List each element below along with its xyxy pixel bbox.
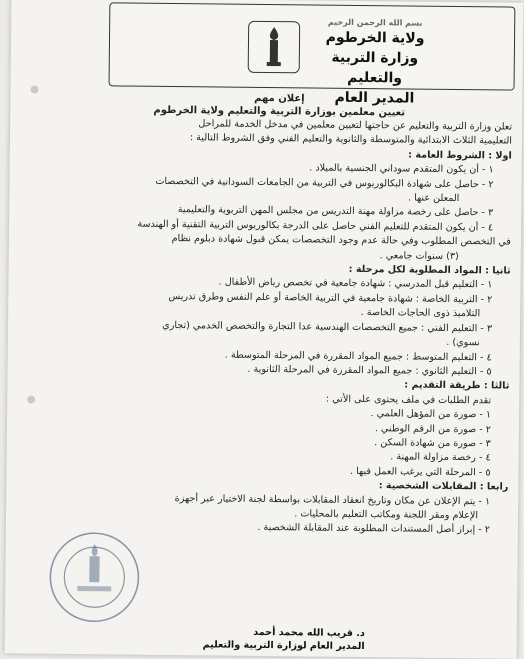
office-name: المدير العام	[304, 87, 444, 108]
list-item: الإعلام ومقر اللجنة ومكاتب التعليم بالمحليات .	[42, 505, 508, 524]
intro-line: التعليمية الثلاث الابتدائية والمتوسطة والثانوية والتعليم الفني وفق الشروط التالية :	[46, 130, 512, 149]
list-item: ٢ - صورة من الرقم الوطني .	[43, 418, 509, 437]
signatory-name: د. قريب الله محمد أحمد	[65, 624, 365, 640]
list-item: ١ - صورة من المؤهل العلمي .	[43, 404, 509, 423]
section-intro: تقدم الطلبات في ملف يحتوى على الأتي :	[43, 389, 509, 408]
state-name: ولاية الخرطوم	[305, 27, 445, 48]
list-item: ٢ - التربية الخاصة : شهادة جامعية في التربية الخاصة أو علم النفس وطرق تدريس	[44, 289, 510, 308]
list-item: (٣) سنوات جامعي .	[45, 245, 511, 264]
list-item: ٣ - صورة من شهادة السكن .	[43, 433, 509, 452]
basmala: بسم الله الرحمن الرحيم	[305, 17, 445, 28]
official-stamp-icon	[47, 530, 142, 625]
list-item: ١ - أن يكون المتقدم سوداني الجنسية بالميلاد .	[46, 159, 512, 178]
torch-logo-icon	[248, 21, 301, 74]
announcement-body	[42, 90, 513, 539]
list-item: ٣ - حاصل على رخصة مزاولة مهنة التدريس من مجلس المهن التربوية والتعليمية	[45, 202, 511, 221]
punch-hole	[27, 396, 35, 404]
list-item: ٢ - حاصل على شهادة البكالوريوس في التربية من الجامعات السودانية في التخصصات	[45, 173, 511, 192]
list-item: المعلن عنها .	[45, 188, 511, 207]
letterhead	[109, 2, 516, 90]
section-heading: اولا : الشروط العامة :	[46, 145, 512, 164]
list-item: ٣ - التعليم الفني : جميع التخصصات الهندسية عدا التجارة والتخصص الخدمي (تجاري	[44, 317, 510, 336]
announcement-title: إعلان مهم	[46, 90, 512, 108]
punch-hole	[30, 86, 38, 94]
list-item: ١ - التعليم قبل المدرسي : شهادة جامعية في تخصص رياض الأطفال .	[44, 274, 510, 293]
announcement-subtitle: تعيين معلمين بوزارة التربية والتعليم ولاية الخرطوم	[46, 103, 512, 121]
list-item: في التخصص المطلوب وفي حالة عدم وجود التخصصات يمكن قبول شهادة دبلوم نظام	[45, 231, 511, 250]
signatory-role: المدير العام لوزارة التربية والتعليم	[65, 637, 365, 653]
section-heading: ثالثا : طريقة التقديم :	[43, 375, 509, 394]
ministry-name: وزارة التربية والتعليم	[305, 47, 445, 88]
list-item: ٤ - التعليم المتوسط : جميع المواد المقررة في المرحلة المتوسطة .	[44, 346, 510, 365]
list-item: ٤ - أن يكون المتقدم للتعليم الفني حاصل على الدرجة بكالوريوس التربية التقنية أو الهندسة	[45, 217, 511, 236]
list-item: ٤ - رخصة مزاولة المهنة .	[43, 447, 509, 466]
list-item: ٥ - التعليم الثانوي : جميع المواد المقررة في المرحلة الثانوية .	[43, 361, 509, 380]
list-item: ١ - يتم الإعلان عن مكان وتاريخ انعقاد المقابلات بواسطة لجنة الاختيار عبر أجهزة	[42, 490, 508, 509]
intro-line: تعلن وزارة التربية والتعليم عن حاجتها لتعيين معلمين في مدخل الخدمة للمراحل	[46, 116, 512, 135]
list-item: نسوي) .	[44, 332, 510, 351]
signature-block	[65, 624, 365, 653]
list-item: ٥ - المرحلة التي يرغب العمل فيها .	[42, 461, 508, 480]
document-page	[5, 0, 524, 659]
section-heading: ثانيا : المواد المطلوبة لكل مرحلة :	[45, 260, 511, 279]
list-item: التلاميذ ذوى الحاجات الخاصة .	[44, 303, 510, 322]
list-item: ٢ - إبراز أصل المستندات المطلوبة عند المقابلة الشخصية .	[42, 519, 508, 538]
section-heading: رابعا : المقابلات الشخصية :	[42, 476, 508, 495]
